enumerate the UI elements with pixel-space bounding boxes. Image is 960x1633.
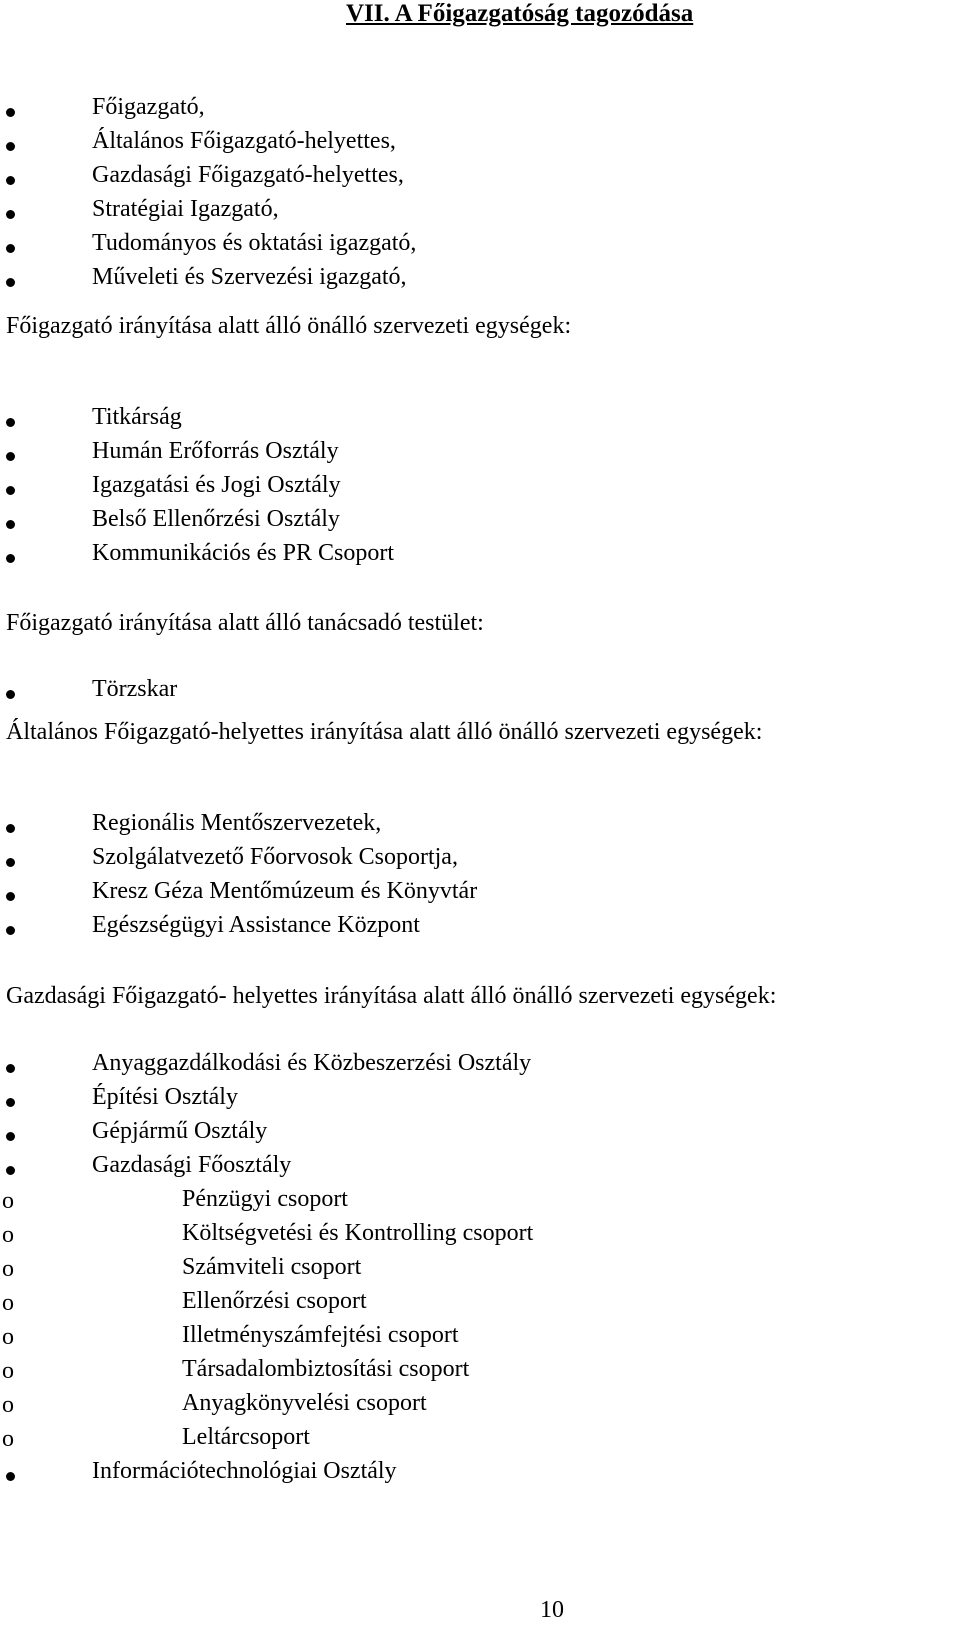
bullet-icon <box>6 1064 15 1073</box>
list-item-label: Gazdasági Főosztály <box>92 1152 292 1178</box>
list-item-label: Gépjármű Osztály <box>92 1118 268 1144</box>
section-heading: Általános Főigazgató-helyettes irányítása alatt álló önálló szervezeti egységek: <box>6 719 763 745</box>
bullet-icon <box>6 278 15 287</box>
list-item-label: Költségvetési és Kontrolling csoport <box>182 1220 534 1246</box>
list-item-label: Stratégiai Igazgató, <box>92 196 279 222</box>
list-item-label: Humán Erőforrás Osztály <box>92 438 339 464</box>
circle-bullet-icon: o <box>2 1256 14 1282</box>
section-heading: Főigazgató irányítása alatt álló önálló szervezeti egységek: <box>6 313 572 339</box>
bullet-icon <box>6 824 15 833</box>
bullet-icon <box>6 418 15 427</box>
list-item-label: Építési Osztály <box>92 1084 238 1110</box>
list-item-label: Illetményszámfejtési csoport <box>182 1322 459 1348</box>
list-item-label: Társadalombiztosítási csoport <box>182 1356 470 1382</box>
bullet-icon <box>6 1098 15 1107</box>
circle-bullet-icon: o <box>2 1188 14 1214</box>
bullet-icon <box>6 452 15 461</box>
list-item-label: Kresz Géza Mentőmúzeum és Könyvtár <box>92 878 478 904</box>
list-item-label: Egészségügyi Assistance Központ <box>92 912 420 938</box>
bullet-icon <box>6 858 15 867</box>
list-item-label: Gazdasági Főigazgató-helyettes, <box>92 162 404 188</box>
bullet-icon <box>6 210 15 219</box>
list-item-label: Igazgatási és Jogi Osztály <box>92 472 341 498</box>
bullet-icon <box>6 486 15 495</box>
bullet-icon <box>6 690 15 699</box>
circle-bullet-icon: o <box>2 1222 14 1248</box>
bullet-icon <box>6 1132 15 1141</box>
list-item-label: Törzskar <box>92 676 178 702</box>
circle-bullet-icon: o <box>2 1392 14 1418</box>
list-item-label: Regionális Mentőszervezetek, <box>92 810 382 836</box>
list-item-label: Általános Főigazgató-helyettes, <box>92 128 396 154</box>
page-number: 10 <box>540 1597 564 1623</box>
list-item-label: Belső Ellenőrzési Osztály <box>92 506 340 532</box>
list-item-label: Pénzügyi csoport <box>182 1186 348 1212</box>
list-item-label: Ellenőrzési csoport <box>182 1288 367 1314</box>
bullet-icon <box>6 892 15 901</box>
list-item-label: Információtechnológiai Osztály <box>92 1458 397 1484</box>
bullet-icon <box>6 926 15 935</box>
page-title: VII. A Főigazgatóság tagozódása <box>346 0 694 27</box>
list-item-label: Főigazgató, <box>92 94 205 120</box>
circle-bullet-icon: o <box>2 1290 14 1316</box>
bullet-icon <box>6 1472 15 1481</box>
circle-bullet-icon: o <box>2 1324 14 1350</box>
list-item-label: Műveleti és Szervezési igazgató, <box>92 264 407 290</box>
bullet-icon <box>6 520 15 529</box>
list-item-label: Titkárság <box>92 404 182 430</box>
bullet-icon <box>6 1166 15 1175</box>
list-item-label: Számviteli csoport <box>182 1254 362 1280</box>
circle-bullet-icon: o <box>2 1358 14 1384</box>
list-item-label: Tudományos és oktatási igazgató, <box>92 230 417 256</box>
list-item-label: Kommunikációs és PR Csoport <box>92 540 395 566</box>
bullet-icon <box>6 142 15 151</box>
bullet-icon <box>6 244 15 253</box>
section-heading: Főigazgató irányítása alatt álló tanácsadó testület: <box>6 610 484 636</box>
section-heading: Gazdasági Főigazgató- helyettes irányítása alatt álló önálló szervezeti egységek: <box>6 983 777 1009</box>
list-item-label: Anyaggazdálkodási és Közbeszerzési Osztály <box>92 1050 532 1076</box>
list-item-label: Anyagkönyvelési csoport <box>182 1390 427 1416</box>
list-item-label: Szolgálatvezető Főorvosok Csoportja, <box>92 844 458 870</box>
bullet-icon <box>6 108 15 117</box>
bullet-icon <box>6 554 15 563</box>
list-item-label: Leltárcsoport <box>182 1424 310 1450</box>
bullet-icon <box>6 176 15 185</box>
circle-bullet-icon: o <box>2 1426 14 1452</box>
